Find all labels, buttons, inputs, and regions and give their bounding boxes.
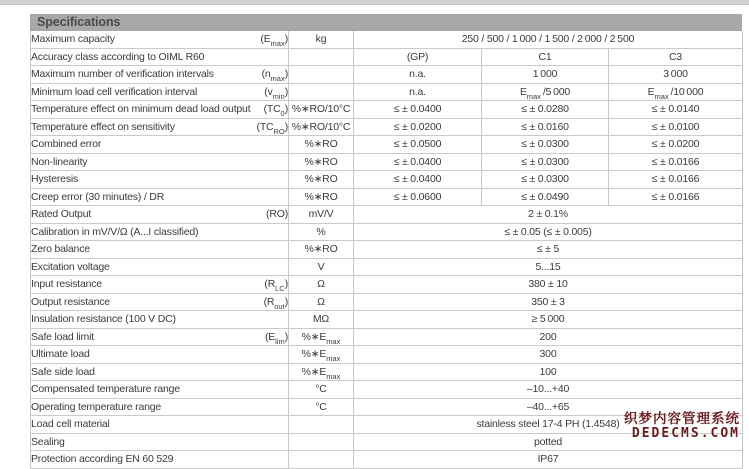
parameter-cell bbox=[31, 398, 289, 416]
unit-cell: °C bbox=[289, 381, 354, 399]
value-cell-span: 2 ± 0.1% bbox=[354, 206, 743, 224]
parameter-symbol: $(n_{max})$ bbox=[261, 68, 288, 84]
parameter-label: Safe load limit bbox=[31, 330, 94, 343]
parameter-label: Output resistance bbox=[31, 295, 110, 308]
value-cell-col2: $E_{max}$ /5 000 bbox=[482, 83, 609, 101]
unit-cell: $\%∗E_{max}$ bbox=[289, 328, 354, 346]
unit-cell: MΩ bbox=[289, 311, 354, 329]
value-cell-col1: ≤ ± 0.0200 bbox=[354, 118, 482, 136]
parameter-label: Zero balance bbox=[31, 243, 90, 256]
table-row bbox=[31, 188, 743, 206]
parameter-cell bbox=[31, 136, 289, 154]
parameter-label: Sealing bbox=[31, 435, 65, 448]
unit-cell: % bbox=[289, 223, 354, 241]
parameter-cell bbox=[31, 48, 289, 66]
unit-cell bbox=[289, 48, 354, 66]
value-cell-span: 100 bbox=[354, 363, 743, 381]
table-row bbox=[31, 381, 743, 399]
parameter-cell bbox=[31, 188, 289, 206]
unit-cell: %∗RO/10°C bbox=[289, 118, 354, 136]
parameter-cell bbox=[31, 31, 289, 48]
value-cell-span: –40...+65 bbox=[354, 398, 743, 416]
parameter-cell bbox=[31, 66, 289, 84]
parameter-label: Temperature effect on sensitivity bbox=[31, 120, 175, 133]
table-row bbox=[31, 293, 743, 311]
unit-cell: $\%∗E_{max}$ bbox=[289, 363, 354, 381]
parameter-cell bbox=[31, 101, 289, 119]
value-cell-col3: 3 000 bbox=[609, 66, 743, 84]
unit-cell: %∗RO bbox=[289, 153, 354, 171]
table-row bbox=[31, 241, 743, 259]
table-row bbox=[31, 311, 743, 329]
parameter-label: Temperature effect on minimum dead load output bbox=[31, 103, 251, 116]
unit-cell: V bbox=[289, 258, 354, 276]
parameter-label: Calibration in mV/V/Ω (A...I classified) bbox=[31, 225, 199, 238]
value-cell-col3: ≤ ± 0.0140 bbox=[609, 101, 743, 119]
table-row bbox=[31, 66, 743, 84]
value-cell-col1: ≤ ± 0.0600 bbox=[354, 188, 482, 206]
parameter-label: Safe side load bbox=[31, 365, 95, 378]
value-cell-col2: ≤ ± 0.0300 bbox=[482, 153, 609, 171]
parameter-symbol: (RO) bbox=[266, 208, 288, 221]
value-cell-col1: (GP) bbox=[354, 48, 482, 66]
parameter-label: Minimum load cell verification interval bbox=[31, 85, 198, 98]
parameter-label: Load cell material bbox=[31, 418, 110, 431]
value-cell-col2: 1 000 bbox=[482, 66, 609, 84]
parameter-label: Operating temperature range bbox=[31, 400, 162, 413]
value-cell-col3: $E_{max}$ /10 000 bbox=[609, 83, 743, 101]
specifications-table-body bbox=[31, 31, 743, 468]
value-cell-col1: ≤ ± 0.0400 bbox=[354, 171, 482, 189]
table-row bbox=[31, 223, 743, 241]
parameter-cell bbox=[31, 223, 289, 241]
value-cell-col1: n.a. bbox=[354, 66, 482, 84]
value-cell-span: stainless steel 17-4 PH (1.4548) bbox=[354, 416, 743, 434]
top-divider bbox=[0, 0, 749, 5]
parameter-cell bbox=[31, 118, 289, 136]
parameter-symbol: $(TC_{RO})$ bbox=[256, 120, 288, 136]
unit-cell bbox=[289, 83, 354, 101]
unit-cell: mV/V bbox=[289, 206, 354, 224]
parameter-cell bbox=[31, 83, 289, 101]
parameter-label: Protection according EN 60 529 bbox=[31, 453, 174, 466]
table-row bbox=[31, 451, 743, 469]
specifications-panel bbox=[30, 14, 742, 469]
parameter-symbol: $(E_{lim})$ bbox=[265, 330, 288, 346]
table-row bbox=[31, 363, 743, 381]
value-cell-span: 200 bbox=[354, 328, 743, 346]
parameter-cell bbox=[31, 258, 289, 276]
parameter-symbol: $(R_{out})$ bbox=[263, 295, 288, 311]
unit-cell: %∗RO bbox=[289, 188, 354, 206]
section-header bbox=[30, 14, 742, 31]
parameter-symbol: $(v_{min})$ bbox=[264, 85, 288, 101]
watermark bbox=[624, 411, 740, 441]
table-row bbox=[31, 276, 743, 294]
parameter-symbol: $(TC_0)$ bbox=[263, 103, 288, 119]
unit-cell: kg bbox=[289, 31, 354, 48]
unit-cell: $\%∗E_{max}$ bbox=[289, 346, 354, 364]
unit-cell: %∗RO/10°C bbox=[289, 101, 354, 119]
unit-cell bbox=[289, 451, 354, 469]
value-cell-col3: ≤ ± 0.0166 bbox=[609, 188, 743, 206]
parameter-label: Hysteresis bbox=[31, 173, 79, 186]
unit-cell bbox=[289, 66, 354, 84]
unit-cell: Ω bbox=[289, 276, 354, 294]
value-cell-span: 300 bbox=[354, 346, 743, 364]
table-row bbox=[31, 153, 743, 171]
table-row bbox=[31, 101, 743, 119]
value-cell-col3: C3 bbox=[609, 48, 743, 66]
unit-cell: %∗RO bbox=[289, 171, 354, 189]
table-row bbox=[31, 48, 743, 66]
table-row bbox=[31, 83, 743, 101]
parameter-label: Insulation resistance (100 V DC) bbox=[31, 313, 176, 326]
parameter-cell bbox=[31, 433, 289, 451]
value-cell-col1: n.a. bbox=[354, 83, 482, 101]
value-cell-col3: ≤ ± 0.0200 bbox=[609, 136, 743, 154]
watermark-line1: 织梦内容管理系统 bbox=[624, 411, 740, 426]
parameter-label: Combined error bbox=[31, 138, 102, 151]
value-cell-col2: C1 bbox=[482, 48, 609, 66]
parameter-label: Accuracy class according to OIML R60 bbox=[31, 50, 205, 63]
value-cell-col3: ≤ ± 0.0166 bbox=[609, 171, 743, 189]
value-cell-span: 350 ± 3 bbox=[354, 293, 743, 311]
unit-cell: %∗RO bbox=[289, 136, 354, 154]
parameter-label: Creep error (30 minutes) / DR bbox=[31, 190, 165, 203]
parameter-label: Ultimate load bbox=[31, 348, 90, 361]
parameter-label: Rated Output bbox=[31, 208, 92, 221]
specifications-table bbox=[30, 31, 743, 469]
value-cell-span: ≤ ± 0.05 (≤ ± 0.005) bbox=[354, 223, 743, 241]
parameter-cell bbox=[31, 311, 289, 329]
parameter-label: Excitation voltage bbox=[31, 260, 110, 273]
value-cell-col2: ≤ ± 0.0160 bbox=[482, 118, 609, 136]
value-cell-col2: ≤ ± 0.0300 bbox=[482, 171, 609, 189]
parameter-label: Non-linearity bbox=[31, 155, 88, 168]
parameter-cell bbox=[31, 363, 289, 381]
watermark-line2: DEDECMS.COM bbox=[631, 426, 740, 441]
parameter-cell bbox=[31, 276, 289, 294]
table-row bbox=[31, 171, 743, 189]
parameter-label: Input resistance bbox=[31, 278, 102, 291]
table-row bbox=[31, 346, 743, 364]
parameter-cell bbox=[31, 381, 289, 399]
value-cell-span: ≥ 5 000 bbox=[354, 311, 743, 329]
value-cell-col1: ≤ ± 0.0500 bbox=[354, 136, 482, 154]
parameter-cell bbox=[31, 451, 289, 469]
parameter-cell bbox=[31, 241, 289, 259]
value-cell-col2: ≤ ± 0.0280 bbox=[482, 101, 609, 119]
value-cell-col3: ≤ ± 0.0100 bbox=[609, 118, 743, 136]
value-cell-col2: ≤ ± 0.0490 bbox=[482, 188, 609, 206]
value-cell-span: 250 / 500 / 1 000 / 1 500 / 2 000 / 2 500 bbox=[354, 31, 743, 48]
value-cell-span: 5...15 bbox=[354, 258, 743, 276]
unit-cell: °C bbox=[289, 398, 354, 416]
value-cell-span: potted bbox=[354, 433, 743, 451]
parameter-symbol: $(E_{max})$ bbox=[260, 33, 288, 49]
table-row bbox=[31, 118, 743, 136]
table-row bbox=[31, 258, 743, 276]
parameter-cell bbox=[31, 346, 289, 364]
value-cell-col3: ≤ ± 0.0166 bbox=[609, 153, 743, 171]
parameter-label: Compensated temperature range bbox=[31, 383, 180, 396]
parameter-symbol: $(R_{LC})$ bbox=[264, 278, 288, 294]
table-row bbox=[31, 206, 743, 224]
unit-cell: Ω bbox=[289, 293, 354, 311]
table-row bbox=[31, 31, 743, 48]
value-cell-col2: ≤ ± 0.0300 bbox=[482, 136, 609, 154]
value-cell-col1: ≤ ± 0.0400 bbox=[354, 153, 482, 171]
parameter-cell bbox=[31, 416, 289, 434]
parameter-cell bbox=[31, 153, 289, 171]
value-cell-span: –10...+40 bbox=[354, 381, 743, 399]
table-row bbox=[31, 328, 743, 346]
parameter-cell bbox=[31, 206, 289, 224]
unit-cell bbox=[289, 416, 354, 434]
parameter-cell bbox=[31, 171, 289, 189]
parameter-label: Maximum capacity bbox=[31, 33, 115, 46]
unit-cell: %∗RO bbox=[289, 241, 354, 259]
parameter-cell bbox=[31, 328, 289, 346]
value-cell-span: 380 ± 10 bbox=[354, 276, 743, 294]
unit-cell bbox=[289, 433, 354, 451]
parameter-cell bbox=[31, 293, 289, 311]
value-cell-span: IP67 bbox=[354, 451, 743, 469]
section-title: Specifications bbox=[37, 15, 121, 29]
parameter-label: Maximum number of verification intervals bbox=[31, 68, 214, 81]
value-cell-col1: ≤ ± 0.0400 bbox=[354, 101, 482, 119]
table-row bbox=[31, 136, 743, 154]
value-cell-span: ≤ ± 5 bbox=[354, 241, 743, 259]
